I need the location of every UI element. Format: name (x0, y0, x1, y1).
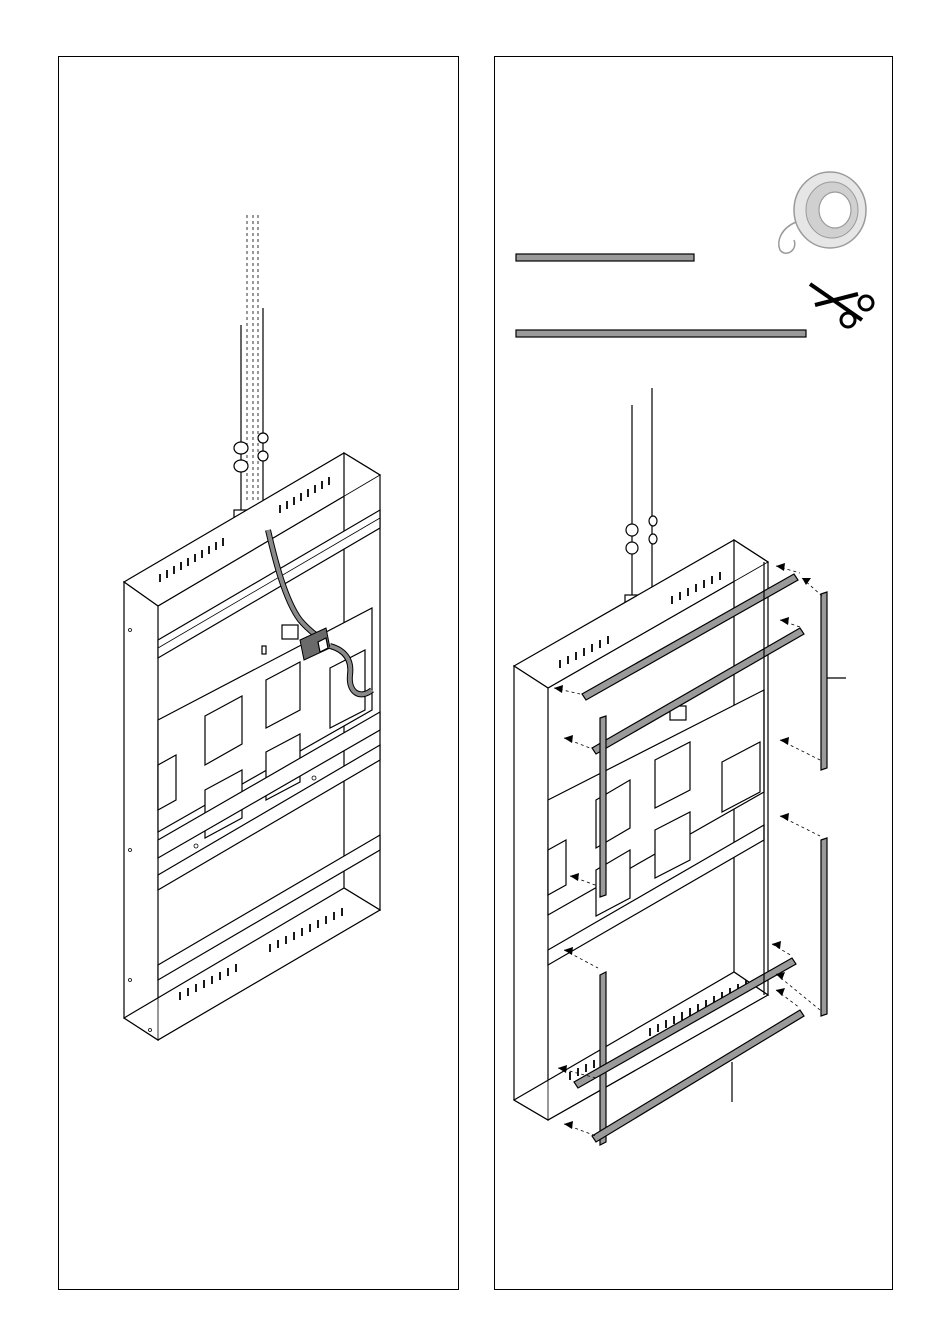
left-vertical-strip-upper (600, 716, 606, 897)
right-cabinet (514, 540, 768, 1120)
left-vertical-strip-lower (600, 972, 606, 1145)
long-foam-strip (516, 330, 806, 337)
right-vertical-strip-upper (821, 592, 827, 770)
left-mounting-pole (234, 215, 270, 532)
tape-roll-icon (779, 172, 866, 253)
right-mounting-pole (625, 388, 661, 615)
short-foam-strip (516, 254, 694, 261)
bottom-inner-strip (574, 958, 796, 1088)
right-vertical-strip-lower (821, 838, 827, 1016)
left-cabinet (124, 453, 380, 1040)
scissors-icon (810, 284, 873, 327)
